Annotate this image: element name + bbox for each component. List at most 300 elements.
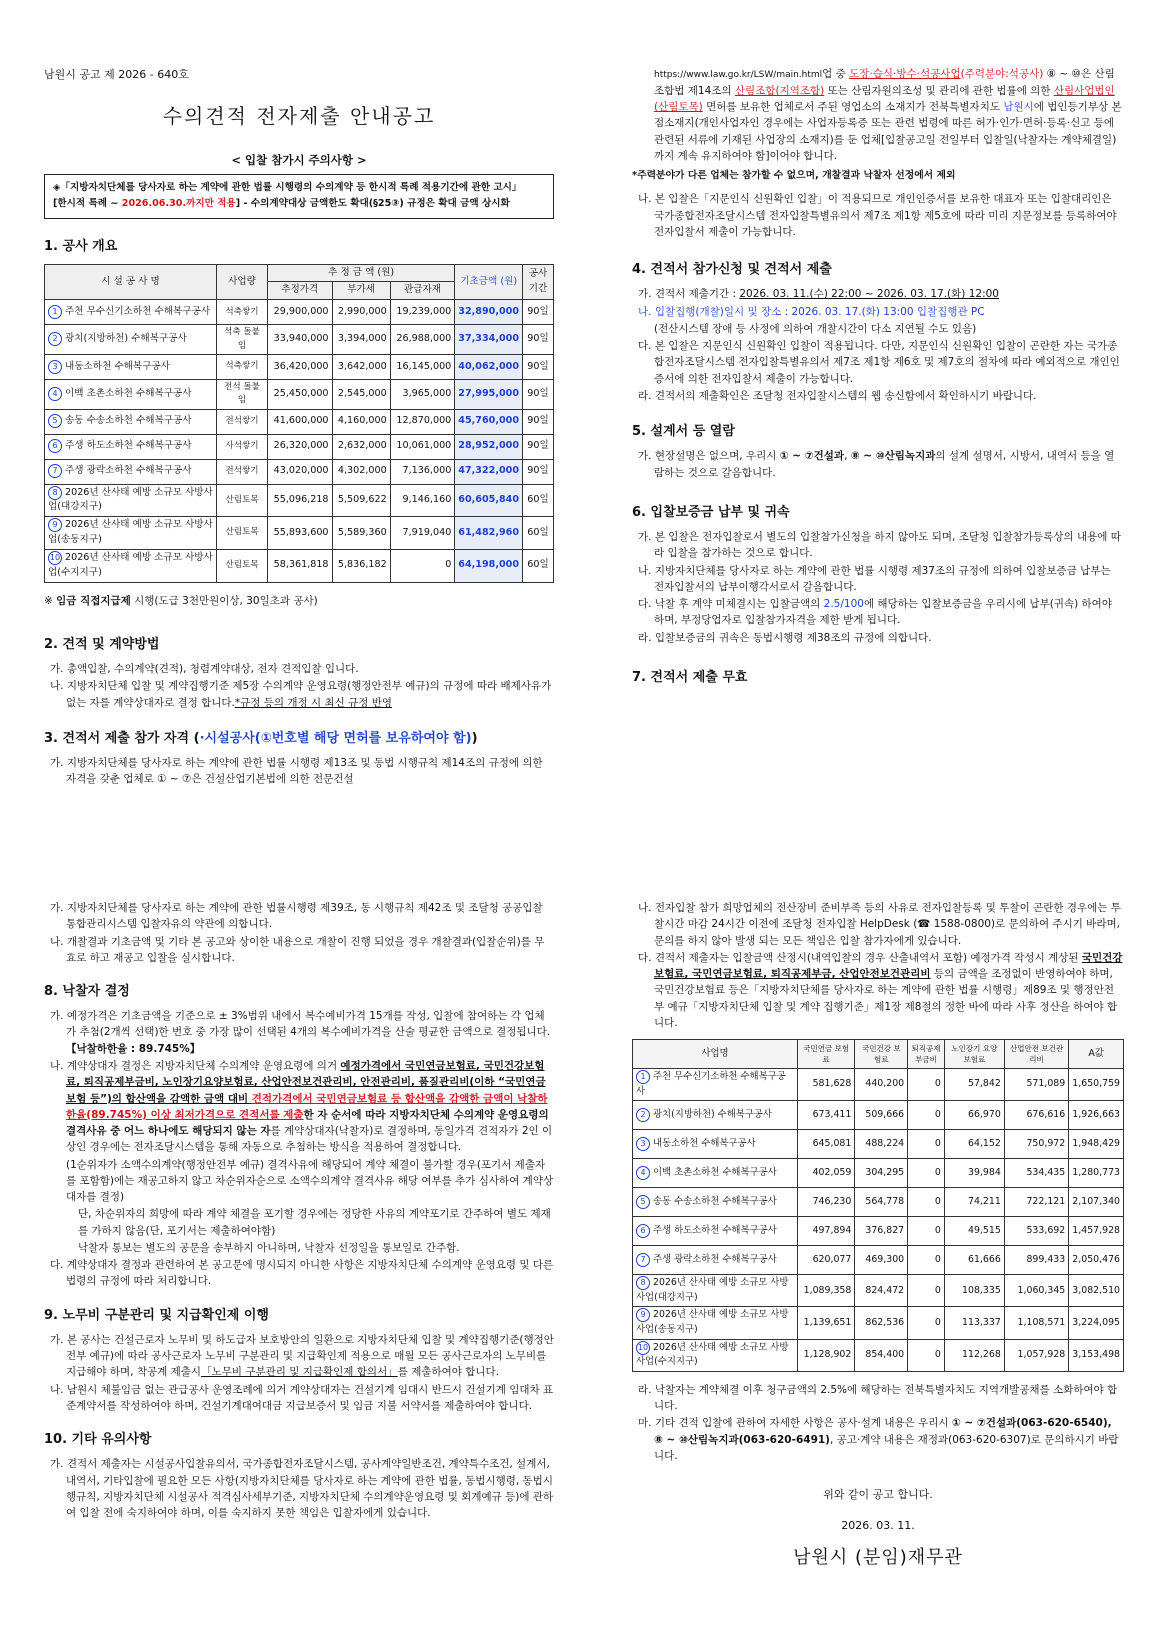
s5-a-b2: ⑧ ~ ⑩산림녹지과 [850,450,936,463]
cell-mat: 19,239,000 [390,300,455,325]
cell-health: 564,778 [855,1188,908,1217]
th2-name: 사업명 [633,1040,798,1069]
row-name-text: 광치(지방하천) 수해복구공사 [65,333,187,345]
row-name-text: 이백 초촌소하천 수해복구공사 [653,1166,777,1178]
s4-a-date: 2026. 03. 11.(수) 22:00 ~ 2026. 03. 17.(화) 12:00 [739,288,999,301]
row-number-badge: 2 [636,1108,650,1122]
caution-box [44,174,554,220]
cell-name [45,484,217,517]
s6-item-d: 라. 입찰보증금의 귀속은 동법시행령 제38조의 규정에 의합니다. [638,631,932,644]
s8-a-text: 가. 예정가격은 기초금액을 기준으로 ± 3%범위 내에서 복수예비가격 15개를 작성, 입찰에 참여하는 각 업체가 추첨(2개씩 선택)한 번호 중 가장 많이 선택된 4개의 복수예비가격을 산술 평균한 금액으로 결정됩니다. [50,1010,551,1039]
cell-name [45,409,217,434]
row-number-badge: 5 [636,1195,650,1209]
s8-b1: 나. 계약상대자 결정은 지방자치단체 수의계약 운영요령에 의거 [50,1060,341,1072]
section-3-title: 3. 견적서 제출 참가 자격 (·시설공사(①번호별 해당 면허를 보유하여야 함)) [44,730,478,746]
section-5-title: 5. 설계서 등 열람 [632,424,735,440]
th2-safety: 산업안전 보건관리비 [1004,1040,1068,1069]
cell-name [633,1275,798,1307]
cell-name [633,1130,798,1159]
caution-line1: ◈「지방자치단체를 당사자로 하는 계약에 관한 법률 시행령의 수의계약 등 한시적 특례 적용기간에 관한 고시」 [53,181,522,193]
row-name-text: 2026년 산사태 예방 소규모 사방사업(송동지구) [48,519,213,546]
cell-pension: 497,894 [798,1217,855,1246]
s7-item-b: 나. 개찰결과 기초금액 및 기타 본 공고와 상이한 내용으로 개찰이 진행 되었을 경우 개찰결과(입찰순위)를 무효로 하고 재공고 입찰을 실시합니다. [50,935,545,964]
row-number-badge: 6 [636,1224,650,1238]
lic-t1: 업 중 [822,68,850,80]
cell-est: 26,320,000 [268,434,333,459]
cell-a: 1,650,759 [1069,1069,1124,1101]
cell-retire: 0 [908,1275,945,1307]
s8-b5: 를 계약상대자(낙찰자)로 결정하며, 동일가격 견적자가 2인 이상인 경우에는 전자조달시스템을 통해 자동으로 추첨하는 방식을 적용하여 결정합니다. [66,1125,553,1154]
section-6-title: 6. 입찰보증금 납부 및 귀속 [632,504,790,520]
caution-line2-post: ] - 수의계약대상 금액한도 확대(§25③) 규정은 확대 금액 상시화 [235,198,510,210]
cell-period: 90일 [523,379,554,409]
cell-period: 90일 [523,434,554,459]
cell-name [45,325,217,355]
cell-period: 90일 [523,354,554,379]
contact-item [632,1415,1124,1464]
insurance-table [632,1039,1124,1372]
s9-a1: 가. 본 공사는 건설근로자 노무비 및 하도급자 보호방안의 일환으로 지방자치단체 입찰 및 계약집행기준(행정안전부 예규)에 따라 공사근로자 노무비 구분관리 및 지급확인제 적용으로 매월 모든 공사근로자의 노무비를 지급해야 하며, 착공계 제출시 [50,1333,554,1379]
cell-health: 440,200 [855,1069,908,1101]
cell-a: 3,153,498 [1069,1339,1124,1371]
table-row [633,1130,1124,1159]
table-row [633,1275,1124,1307]
cell-health: 862,536 [855,1307,908,1339]
cell-name [45,517,217,550]
cell-name [633,1339,798,1371]
cell-period: 90일 [523,459,554,484]
cell-pension: 581,628 [798,1069,855,1101]
cell-mat: 7,919,040 [390,517,455,550]
ins-b2: 국민건강보험료, 국민연금보험료, 퇴직공제부금, 산업안전보건관리비 [654,951,1123,981]
row-name-text: 주생 하도소하천 수해복구공사 [65,440,192,452]
s9-item-b: 나. 남원시 체불임금 없는 관급공사 운영조례에 의거 계약상대자는 건설기계 임대시 반드시 건설기계 임대차 표준계약서를 작성하여야 하며, 건설기계대여대금 지급보증서 및 임금 지불 서약서를 제출하여야 합니다. [50,1383,554,1412]
s5-a-pre: 가. 현장설명은 없으며, 우리시 [638,450,780,463]
section-7-title: 7. 견적서 제출 무효 [632,669,748,685]
table-row [633,1339,1124,1371]
s6-c-pre: 다. 낙찰 후 계약 미체결시는 입찰금액의 [638,598,824,611]
cell-mat: 16,145,000 [390,354,455,379]
cell-retire: 0 [908,1130,945,1159]
row-name-text: 2026년 산사태 예방 소규모 사방사업(송동지구) [636,1309,789,1336]
cell-type: 사석쌓기 [217,434,268,459]
s8-b3: 견적가격에서 국민연금보험료 등 합산액을 감액한 금액이 낙찰하한율(89.745%) 이상 최저가격으로 견적서를 제출 [66,1092,548,1121]
row-name-text: 2026년 산사태 예방 소규모 사방사업(수지지구) [48,552,213,578]
table-row [45,517,554,550]
cell-care: 57,842 [944,1069,1004,1101]
cell-vat: 2,545,000 [332,379,390,409]
law-url: https://www.law.go.kr/LSW/main.html [654,70,823,80]
s4-item-a [632,286,1124,302]
cell-est: 55,096,218 [268,484,333,517]
th2-health: 국민건강 보험료 [855,1040,908,1069]
cell-base: 47,322,000 [455,459,523,484]
row-name-text: 주생 광락소하천 수해복구공사 [653,1253,777,1265]
cell-name [633,1101,798,1130]
section-1-title: 1. 공사 개요 [44,239,118,255]
s9-a3: 를 제출하여야 합니다. [397,1366,500,1379]
table-row [45,325,554,355]
row-number-badge: 7 [636,1253,650,1267]
cell-pension: 645,081 [798,1130,855,1159]
cell-a: 1,948,429 [1069,1130,1124,1159]
cell-base: 37,334,000 [455,325,523,355]
cell-retire: 0 [908,1101,945,1130]
wage-note [44,593,554,609]
th2-care: 노인장기 요양보험료 [944,1040,1004,1069]
right-column-top [632,66,1124,694]
page-title: 수의견적 전자제출 안내공고 [162,104,436,129]
cell-vat: 2,632,000 [332,434,390,459]
cell-a: 3,224,095 [1069,1307,1124,1339]
s5-a-post: 의 설계 설명서, 시방서, 내역서 등을 열람하는 것으로 갈음합니다. [654,450,1115,479]
s8-item-a [44,1008,554,1057]
cell-base: 32,890,000 [455,300,523,325]
cell-type: 전석쌓기 [217,409,268,434]
cell-name [633,1069,798,1101]
cell-base: 40,062,000 [455,354,523,379]
row-number-badge: 9 [636,1308,650,1322]
cell-health: 509,666 [855,1101,908,1130]
cell-period: 90일 [523,409,554,434]
th2-a: A값 [1069,1040,1124,1069]
s10-item-a: 가. 견적서 제출자는 시설공사입찰유의서, 국가종합전자조달시스템, 공사계약일반조건, 계약특수조건, 설계서, 내역서, 기타입찰에 필요한 모든 사항(지방자치단체를 당사자로 하는 계약에 관한 법률, 동법시행령, 동법시행규칙, 지방자치단체 시설공사 적격심사세부기준, 지방자치단체 수의계약운영요령 및 회계예규 등)에 관하여 입찰 전에 숙지하여야 하며, 이를 숙지하지 못한 책임은 입찰자에게 있습니다. [50,1458,554,1520]
row-number-badge: 7 [48,464,62,478]
table-row [633,1307,1124,1339]
cell-name [45,379,217,409]
cell-name [45,550,217,583]
s8-item-b7: 단, 차순위자의 희망에 따라 계약 체결을 포기할 경우에는 정당한 사유의 계약포기로 간주하여 별도 제재를 가하지 않음(단, 포기서는 제출하여야함) [78,1208,551,1237]
s2-item-a: 가. 총액입찰, 수의계약(견적), 청렴계약대상, 전자 견적입찰 입니다. [50,663,359,676]
cell-period: 90일 [523,300,554,325]
cell-type: 산림토목 [217,550,268,583]
cell-vat: 5,836,182 [332,550,390,583]
s8-b4: 한 자 순서에 따라 지방자치단체 수의계약 운영요령의 결격사유 중 어느 하나에도 해당되지 않는 자 [66,1108,549,1138]
license-note: *주력분야가 다른 업체는 참가할 수 없으며, 개찰결과 낙찰자 선정에서 제외 [632,170,956,182]
cell-type: 석축쌓기 [217,300,268,325]
cell-est: 29,900,000 [268,300,333,325]
cell-mat: 12,870,000 [390,409,455,434]
section-9-title: 9. 노무비 구분관리 및 지급확인제 이행 [44,1307,269,1323]
row-number-badge: 3 [48,360,62,374]
cell-mat: 10,061,000 [390,434,455,459]
s4-a-pre: 가. 견적서 제출기간 : [638,288,740,301]
lic-t2: 도장·습식·방수·석공사업 [849,68,961,80]
table-row [45,459,554,484]
cell-name [633,1217,798,1246]
row-number-badge: 9 [48,518,62,532]
cell-health: 469,300 [855,1246,908,1275]
row-number-badge: 3 [636,1137,650,1151]
row-name-text: 2026년 산사태 예방 소규모 사방사업(대강지구) [636,1277,789,1303]
cell-care: 61,666 [944,1246,1004,1275]
row-number-badge: 6 [48,439,62,453]
row-name-text: 주생 광락소하천 수해복구공사 [65,465,192,477]
th-base: 기초금액 (원) [455,264,523,300]
construction-table [44,264,554,583]
cell-base: 60,605,840 [455,484,523,517]
lic-t5: 산림조합(지역조합) [734,84,825,97]
s8-a-bold: 【낙찰하한율 : 89.745%】 [66,1042,201,1055]
row-name-text: 내동소하천 수해복구공사 [65,360,170,372]
th-vat: 부가세 [332,282,390,300]
cell-est: 36,420,000 [268,354,333,379]
cell-health: 824,472 [855,1275,908,1307]
cell-name [633,1188,798,1217]
cell-health: 304,295 [855,1159,908,1188]
section-10-title: 10. 기타 유의사항 [44,1432,152,1448]
left-column-top [44,66,554,789]
wage-note-post: 시행(도급 3천만원이상, 30일초과 공사) [130,594,318,607]
cell-pension: 402,059 [798,1159,855,1188]
cell-health: 488,224 [855,1130,908,1159]
cell-safety: 534,435 [1004,1159,1068,1188]
row-number-badge: 1 [636,1070,650,1084]
cell-name [45,434,217,459]
s6-item-a: 가. 본 입찰은 전자입찰로서 별도의 입찰참가신청을 하지 않아도 되며, 조달청 입찰참가등록상의 내용에 따라 입찰을 참가하는 것으로 합니다. [638,531,1121,560]
row-name-text: 이백 초촌소하천 수해복구공사 [65,387,192,399]
table-row [45,379,554,409]
cell-retire: 0 [908,1069,945,1101]
th-period: 공사 기간 [523,264,554,300]
cell-name [45,459,217,484]
s9-item-a [44,1332,554,1381]
cell-care: 64,152 [944,1130,1004,1159]
cell-care: 39,984 [944,1159,1004,1188]
cell-care: 66,970 [944,1101,1004,1130]
s4-item-b: 나. 입찰집행(개찰)일시 및 장소 : 2026. 03. 17.(화) 13:00 입찰집행관 PC [638,305,985,318]
cell-a: 1,457,928 [1069,1217,1124,1246]
cell-care: 108,335 [944,1275,1004,1307]
s8-item-b8: 낙찰자 통보는 별도의 공문을 송부하지 아니하며, 낙찰자 선정일을 통보일로 간주함. [78,1241,460,1254]
row-number-badge: 8 [48,486,62,500]
row-name-text: 내동소하천 수해복구공사 [653,1137,756,1149]
row-name-text: 주천 무수신기소하천 수해복구공사 [65,305,211,317]
th-name: 시 설 공 사 명 [45,264,217,300]
th-est: 추정가격 [268,282,333,300]
cell-safety: 899,433 [1004,1246,1068,1275]
cell-retire: 0 [908,1159,945,1188]
s3-title-blue: ·시설공사(①번호별 해당 면허를 보유하여야 함) [199,730,472,746]
cell-name [45,300,217,325]
s8-item-c: 다. 계약상대자 결정과 관련하여 본 공고문에 명시되지 아니한 사항은 지방자치단체 수의계약 운영요령 및 다른 법령의 규정에 따라 처리합니다. [50,1259,554,1288]
cell-mat: 7,136,000 [390,459,455,484]
section-8-title: 8. 낙찰자 결정 [44,984,130,1000]
row-number-badge: 10 [48,551,62,565]
cell-safety: 533,692 [1004,1217,1068,1246]
s3-title-pre: 3. 견적서 제출 참가 자격 ( [44,730,200,746]
cell-a: 3,082,510 [1069,1275,1124,1307]
insurance-item [632,950,1124,1031]
lic-t8: 면허를 보유한 업체로서 주된 영업소의 소재지가 전북특별자치도 [702,101,1004,114]
cell-name [633,1246,798,1275]
cell-name [633,1307,798,1339]
row-number-badge: 8 [636,1276,650,1290]
row-number-badge: 4 [636,1166,650,1180]
cell-safety: 1,060,345 [1004,1275,1068,1307]
table-row [45,484,554,517]
row-name-text: 주천 무수신기소하천 수해복구공사 [636,1071,786,1097]
table-row [633,1101,1124,1130]
row-name-text: 2026년 산사태 예방 소규모 사방사업(대강지구) [48,486,213,513]
s8-item-b6: (1순위자가 소액수의계약(행정안전부 예규) 결격사유에 해당되어 계약 체결이 불가할 경우(포기서 제출자를 포함함)에는 재공고하지 않고 차순위자순으로 소액수의계약 결격사유 해당 여부를 추가 심사하여 계약상대자를 결정) [66,1158,554,1204]
section-2-title: 2. 견적 및 계약방법 [44,636,160,652]
wage-note-pre: ※ [44,594,57,607]
cell-type: 전석쌓기 [217,459,268,484]
s9-a2: 「노무비 구분관리 및 지급확인제 합의서」 [201,1366,398,1379]
cell-mat: 26,988,000 [390,325,455,355]
cell-mat: 0 [390,550,455,583]
cell-pension: 1,089,358 [798,1275,855,1307]
s6-item-b: 나. 지방자치단체를 당사자로 하는 계약에 관한 법률 시행령 제37조의 규정에 의하여 입찰보증금 납부는 전자입찰서의 납부이행각서로서 갈음합니다. [638,564,1111,593]
cell-base: 61,482,960 [455,517,523,550]
th2-retire: 퇴직공제 부금비 [908,1040,945,1069]
cell-name [45,354,217,379]
s5-a-mid: , [844,450,851,463]
table-row [45,550,554,583]
s8-b2: 예정가격에서 국민연금보험료, 국민건강보험료, 퇴직공제부금비, 노인장기요양보험료, 산업안전보건관리비, 안전관리비, 품질관리비(이하 “국민연금보험 등”)의 합산액을 감액한 금액 대비 [66,1060,546,1105]
cell-safety: 676,616 [1004,1101,1068,1130]
lic-t7: 산림사업법인(산림토목) [654,84,1115,114]
row-number-badge: 1 [48,305,62,319]
cell-period: 90일 [523,325,554,355]
table-row [45,434,554,459]
wage-note-bold: 임금 직접지급제 [56,594,131,607]
cell-est: 58,361,818 [268,550,333,583]
lic-t6: 또는 산림자원의조성 및 관리에 관한 법률에 의한 [824,84,1054,97]
cell-est: 55,893,600 [268,517,333,550]
table-row [45,409,554,434]
caution-heading: < 입찰 참가시 주의사항 > [231,153,367,168]
cell-vat: 5,589,360 [332,517,390,550]
cell-period: 60일 [523,517,554,550]
row-number-badge: 10 [636,1341,650,1355]
row-name-text: 광치(지방하천) 수해복구공사 [653,1108,772,1120]
cell-a: 2,107,340 [1069,1188,1124,1217]
cell-health: 376,827 [855,1217,908,1246]
cell-care: 113,337 [944,1307,1004,1339]
cell-type: 전석 돌붙임 [217,379,268,409]
caution-line2-pre: [한시적 특례 ~ [53,198,122,210]
cell-retire: 0 [908,1307,945,1339]
cell-safety: 1,057,928 [1004,1339,1068,1371]
cell-type: 석축쌓기 [217,354,268,379]
closing-text: 위와 같이 공고 합니다. [823,1488,933,1502]
cell-care: 112,268 [944,1339,1004,1371]
cell-a: 1,926,663 [1069,1101,1124,1130]
cell-safety: 571,089 [1004,1069,1068,1101]
cell-base: 64,198,000 [455,550,523,583]
cell-vat: 3,642,000 [332,354,390,379]
cell-type: 산림토목 [217,517,268,550]
cell-retire: 0 [908,1246,945,1275]
cell-base: 45,760,000 [455,409,523,434]
cell-name [633,1159,798,1188]
bond-item: 라. 낙찰자는 계약체결 이후 청구금액의 2.5%에 해당하는 전북특별자치도 지역개발공채를 소화하여야 합니다. [638,1383,1118,1413]
cell-base: 27,995,000 [455,379,523,409]
cell-est: 41,600,000 [268,409,333,434]
cell-a: 1,280,773 [1069,1159,1124,1188]
s4-item-c: 다. 본 입찰은 지문인식 신원확인 입찰이 적용됩니다. 다만, 지문인식 신원확인 입찰이 곤란한 자는 국가종합전자조달시스템 전자입찰특별유의서 제7조 제1항 제6호 및 제7호의 절차에 따라 예외적으로 개인인증서에 의한 전자입찰서 제출이 가능합니다. [638,340,1120,385]
lic-t4: ⑧ ~ ⑩은 산림조합법 제14조의 [654,68,1115,97]
th2-pension: 국민연금 보험료 [798,1040,855,1069]
cell-safety: 750,972 [1004,1130,1068,1159]
contact-d2: ① ~ ⑦건설과(063-620-6540), ⑧ ~ ⑩산림녹지과(063-620-6491) [654,1417,1112,1446]
helpdesk-item: 나. 전자입찰 참가 희망업체의 전산장비 준비부족 등의 사유로 전자입찰등록 및 투찰이 곤란한 경우에는 투찰시간 마감 24시간 이전에 조달청 전자입찰 HelpDesk (☎ 1588-0800)로 문의하여 주시기 바라며, 문의를 하지 않아 발생 되는 모든 책임은 입찰 참가자에게 있습니다. [638,902,1121,947]
license-paragraph [632,66,1124,164]
s2-item-b [44,678,554,711]
cell-health: 854,400 [855,1339,908,1371]
left-column-bottom [44,900,554,1522]
cell-base: 28,952,000 [455,434,523,459]
cell-pension: 620,077 [798,1246,855,1275]
cell-pension: 746,230 [798,1188,855,1217]
section-4-title: 4. 견적서 참가신청 및 견적서 제출 [632,262,832,278]
s6-c-post: 에 해당하는 입찰보증금을 우리시에 납부(귀속) 하여야 하며, 부정당업자로 입찰참가자격을 제한 받게 됩니다. [654,598,1112,627]
cell-vat: 4,160,000 [332,409,390,434]
fingerprint-item: 나. 본 입찰은「지문인식 신원확인 입찰」이 적용되므로 개인인증서를 보유한 대표자 또는 입찰대리인은 국가종합전자조달시스템 전자입찰특별유의서 제7조 제1항 제5호에 따라 미리 지문정보를 등록하여야 전자입찰서 제출이 가능합니다. [638,193,1117,238]
cell-safety: 722,121 [1004,1188,1068,1217]
s4-item-b-note: (전산시스템 장애 등 사정에 의하여 개찰시간이 다소 지연될 수도 있음) [654,322,977,335]
table-row [45,354,554,379]
cell-vat: 2,990,000 [332,300,390,325]
ins-b3: 등의 금액을 조정없이 반영하여야 하며, 국민건강보험료 등은「지방자치단체를 당사자로 하는 계약에 관한 법률 시행령」제89조 및 행정안전부 예규「지방자치단체 입찰 및 계약 집행기준」제1장 제8절의 정한 바에 따라 사후 정산을 하여야 합니다. [654,968,1118,1029]
cell-vat: 4,302,000 [332,459,390,484]
s6-c-blue: 2.5/100 [823,598,864,611]
th-type: 사업량 [217,264,268,300]
cell-vat: 5,509,622 [332,484,390,517]
table-row [633,1188,1124,1217]
cell-retire: 0 [908,1339,945,1371]
row-name-text: 송동 수송소하천 수해복구공사 [653,1195,777,1207]
right-column-bottom [632,900,1124,1572]
cell-est: 25,450,000 [268,379,333,409]
cell-vat: 3,394,000 [332,325,390,355]
s4-item-d: 라. 견적서의 제출확인은 조달청 전자입찰시스템의 웹 송신함에서 확인하시기 바랍니다. [638,389,1037,402]
cell-est: 33,940,000 [268,325,333,355]
table-row [633,1246,1124,1275]
row-number-badge: 5 [48,414,62,428]
cell-mat: 9,146,160 [390,484,455,517]
cell-pension: 1,139,651 [798,1307,855,1339]
notice-date: 2026. 03. 11. [841,1519,915,1533]
s2-item-b-text: 나. 지방자치단체 입찰 및 계약집행기준 제5장 수의계약 운영요령(행정안전부 예규)의 규정에 따라 배제사유가 없는 자를 계약상대자로 결정 합니다. [50,680,552,709]
cell-mat: 3,965,000 [390,379,455,409]
row-number-badge: 4 [48,387,62,401]
cell-type: 산림토목 [217,484,268,517]
notice-number: 남원시 공고 제 2026 - 640호 [44,68,189,81]
cell-pension: 1,128,902 [798,1339,855,1371]
cell-safety: 1,108,571 [1004,1307,1068,1339]
s6-item-c [632,596,1124,629]
cell-type: 석축 돌붙임 [217,325,268,355]
cell-care: 74,211 [944,1188,1004,1217]
s2-item-b-note: *규정 등의 개정 시 최신 규정 반영 [234,696,392,709]
caution-line2-red: 2026.06.30.까지만 적용 [121,198,236,210]
table-row [633,1069,1124,1101]
lic-t10: 에 법인등기부상 본점소재지(개인사업자인 경우에는 사업자등록증 또는 관련 법령에 따른 허가·인가·면허·등록·신고 등에 관련된 서류에 기재된 사업장의 소재지)를 둔 업체[입찰공고일 전일부터 입찰일(낙찰자는 계약체결일)까지 계속 유지하여야 함]이어야 합니다. [654,101,1122,162]
caution-line2 [53,196,545,212]
table-row [633,1159,1124,1188]
ins-b1: 다. 견적서 제출자는 입찰금액 산정시(내역입찰의 경우 산출내역서 포함) 예정가격 작성시 계상된 [638,951,1082,964]
cell-a: 2,050,476 [1069,1246,1124,1275]
contact-d1: 마. 기타 견적 입찰에 관하여 자세한 사항은 공사·설계 내용은 우리시 [638,1417,952,1430]
s5-a-b1: ① ~ ⑦건설과 [779,450,845,463]
s5-item-a [632,448,1124,481]
contact-d3: , 공고·계약 내용은 재정과(063-620-6307)로 문의하시기 바랍니다. [654,1433,1119,1462]
cell-est: 43,020,000 [268,459,333,484]
lic-t9: 남원시 [1003,101,1034,114]
